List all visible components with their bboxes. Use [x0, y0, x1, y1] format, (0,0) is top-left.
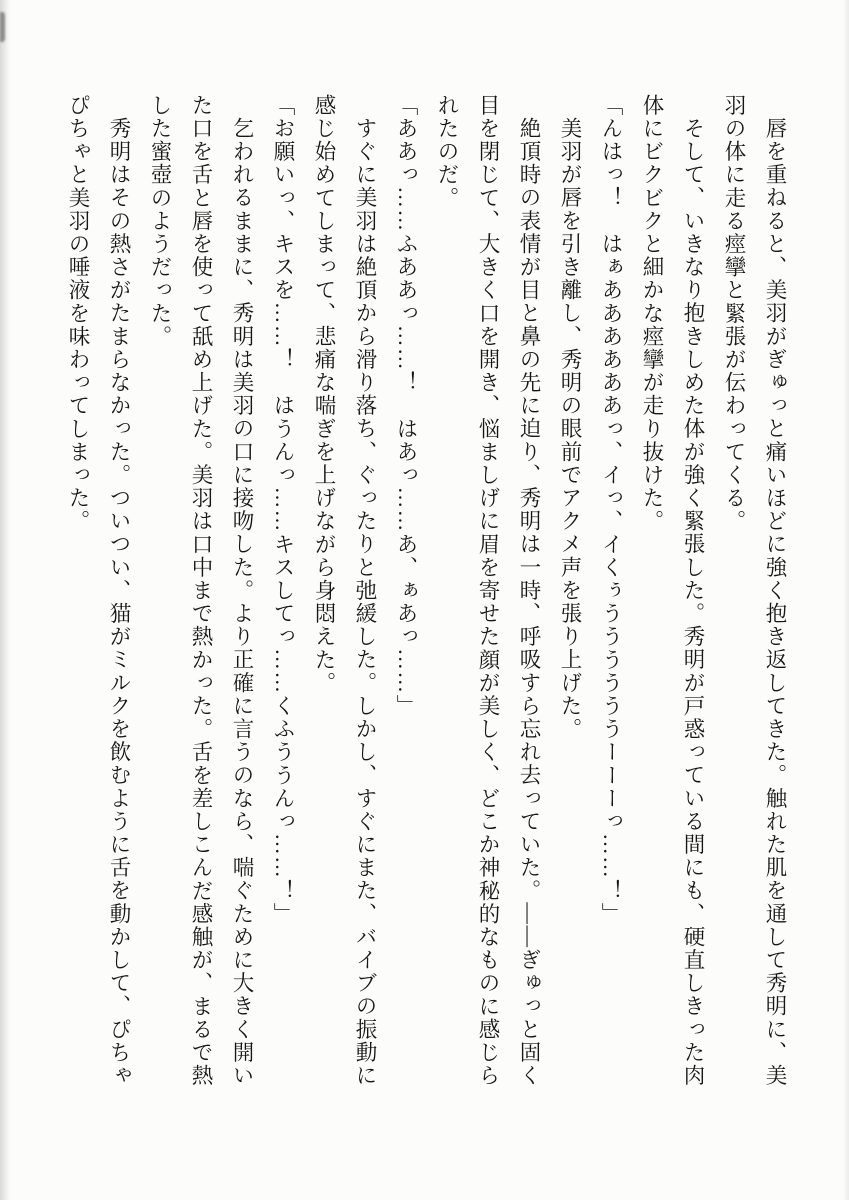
narration-paragraph: 美羽が唇を引き離し、秀明の眼前でアクメ声を張り上げた。	[558, 117, 582, 741]
dialogue-paragraph: 「お願いっ、キスを……！ はうんっ……キスしてっ……くふううんっ……！」	[271, 94, 295, 926]
scan-corner-artifact	[0, 12, 5, 42]
narration-paragraph: 秀明はその熱さがたまらなかった。ついつい、猫がミルクを飲むように舌を動かして、ぴちゃぴちゃと美羽の唾液を味わってしまった。	[66, 94, 131, 1088]
narration-paragraph: そして、いきなり抱きしめた体が強く緊張した。秀明が戸惑っている間にも、硬直しきった肉体にビクビクと細かな痙攣が走り抜けた。	[640, 94, 705, 1088]
narration-paragraph: 乞われるままに、秀明は美羽の口に接吻した。より正確に言うのなら、喘ぐために大きく開いた口を舌と唇を使って舐め上げた。美羽は口中まで熱かった。舌を差しこんだ感触が、まるで熱した蜜壺のようだった。	[148, 94, 254, 1088]
narration-paragraph: すぐに美羽は絶頂から滑り落ち、ぐったりと弛緩した。しかし、すぐにまた、バイブの振動に感じ始めてしまって、悲痛な喘ぎを上げながら身悶えた。	[312, 94, 377, 1088]
dialogue-paragraph: 「んはっ！ はぁああああああっ、イっ、イくぅううううううーーーっ……！」	[599, 94, 623, 926]
scan-edge-shadow-right	[843, 0, 849, 1200]
narration-paragraph: 絶頂時の表情が目と鼻の先に迫り、秀明は一時、呼吸すら忘れ去っていた。――ぎゅっと固く目を閉じて、大きく口を開き、悩ましげに眉を寄せた顔が美しく、どこか神秘的なものに感じられたのだ。	[435, 94, 541, 1088]
scan-edge-shadow-left	[0, 0, 10, 1200]
vertical-text-block	[57, 94, 795, 1108]
narration-paragraph: 唇を重ねると、美羽がぎゅっと痛いほどに強く抱き返してきた。触れた肌を通して秀明に、美羽の体に走る痙攣と緊張が伝わってくる。	[722, 94, 787, 1088]
dialogue-paragraph: 「ああっ……ふああっ……！ はあっ……あ、ぁあっ……」	[394, 94, 418, 718]
